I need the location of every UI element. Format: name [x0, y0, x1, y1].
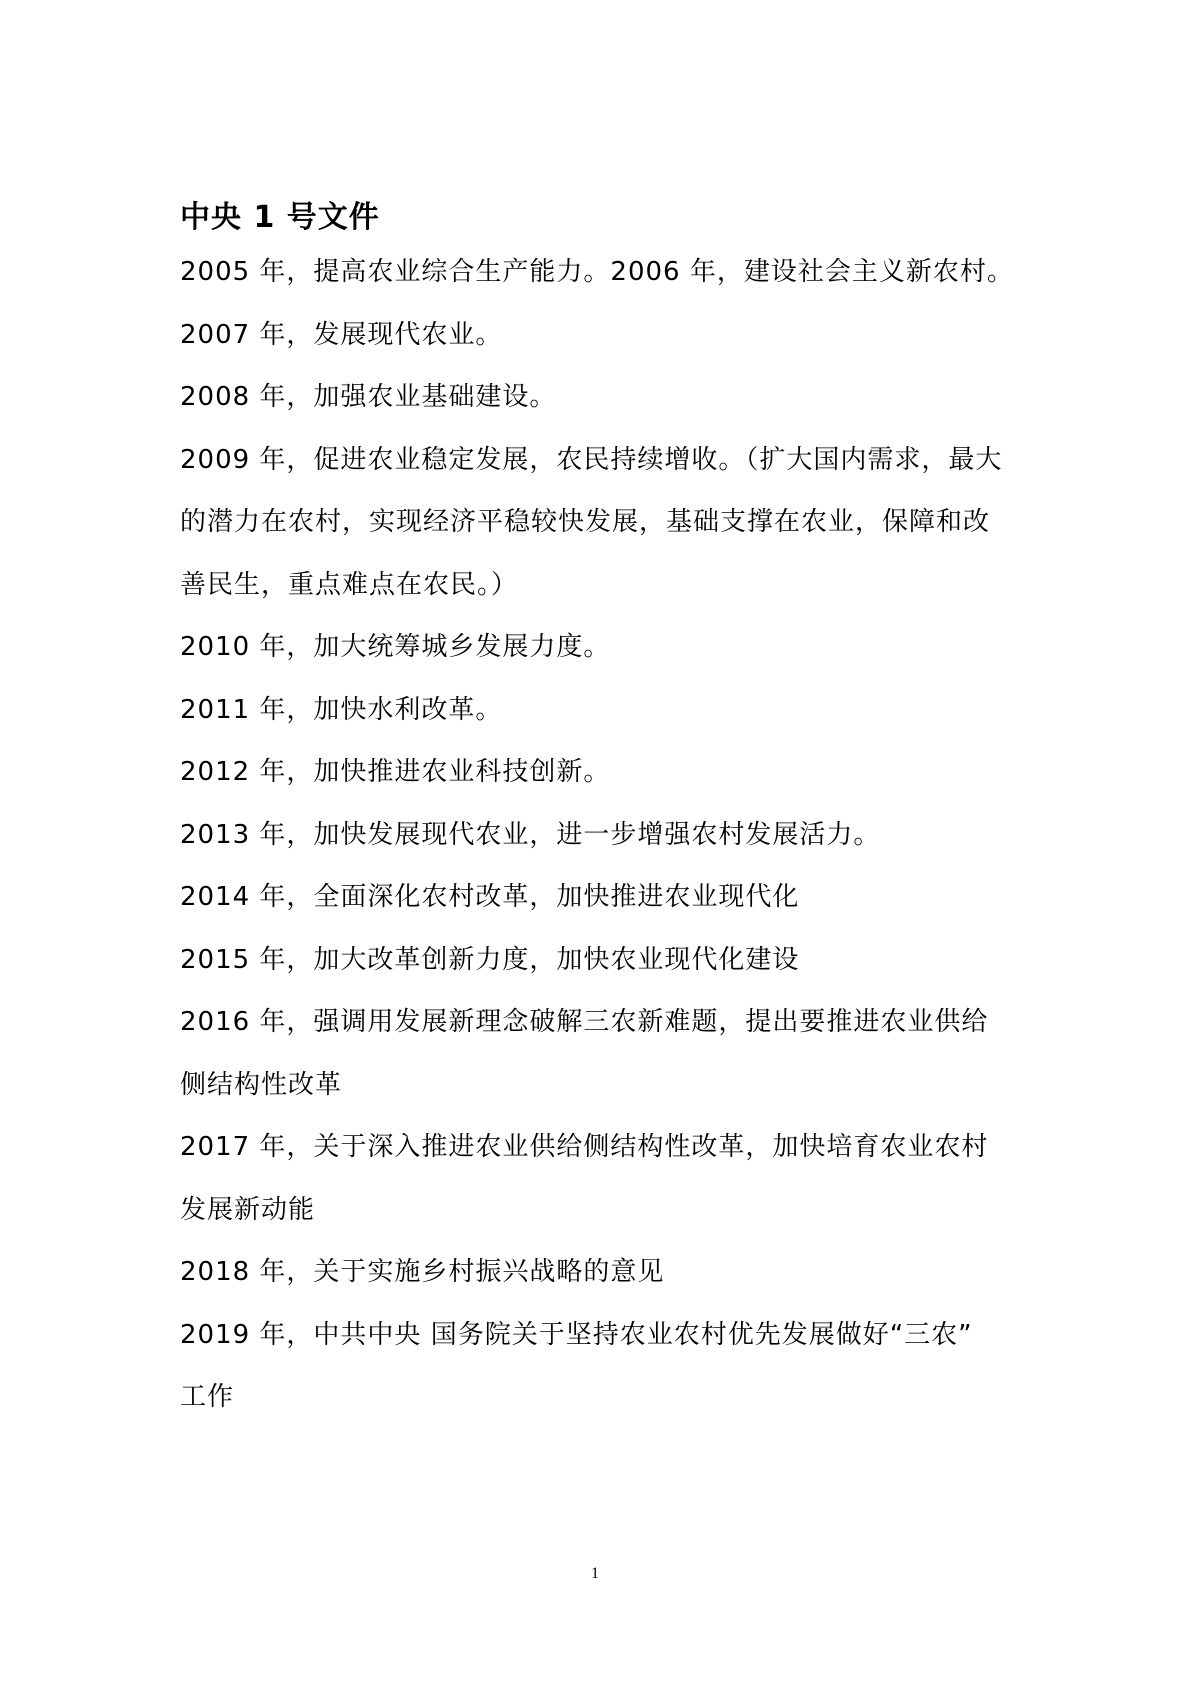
page-title: 中央 1 号文件: [180, 200, 380, 236]
paragraph-2009: [180, 429, 1020, 617]
text-line: 2015 年，加大改革创新力度，加快农业现代化建设: [180, 944, 800, 975]
text-line: 2018 年，关于实施乡村振兴战略的意见: [180, 1257, 665, 1287]
text-line: 善民生，重点难点在农民。）: [180, 569, 519, 600]
paragraph-2018: [180, 1241, 1020, 1304]
paragraph-2007: [180, 304, 1020, 367]
text-line: 2019 年，中共中央 国务院关于坚持农业农村优先发展做好“三农”: [180, 1319, 973, 1350]
text-line: 2008 年，加强农业基础建设。: [180, 382, 557, 412]
text-line: 2013 年，加快发展现代农业，进一步增强农村发展活力。: [180, 819, 881, 850]
paragraph-2012: [180, 741, 1020, 804]
paragraph-2013: [180, 804, 1020, 867]
paragraph-2015: [180, 929, 1020, 992]
text-line: 2011 年，加快水利改革。: [180, 694, 503, 725]
paragraph-2014: [180, 866, 1020, 929]
paragraph-2005-2006: [180, 241, 1020, 304]
text-line: 2007 年，发展现代农业。: [180, 319, 503, 350]
text-line: 的潜力在农村，实现经济平稳较快发展，基础支撑在农业，保障和改: [180, 507, 991, 537]
text-line: 侧结构性改革: [180, 1069, 343, 1100]
document-body: [180, 241, 1020, 1429]
text-line: 工作: [180, 1382, 235, 1412]
text-line: 发展新动能: [180, 1194, 316, 1225]
text-line: 2012 年，加快推进农业科技创新。: [180, 757, 611, 787]
paragraph-2019: [180, 1304, 1020, 1429]
paragraph-2016: [180, 991, 1020, 1116]
paragraph-2011: [180, 679, 1020, 742]
text-line: 2014 年，全面深化农村改革，加快推进农业现代化: [180, 882, 800, 912]
text-line: 2017 年，关于深入推进农业供给侧结构性改革，加快培育农业农村: [180, 1132, 989, 1162]
text-line: 2010 年，加大统筹城乡发展力度。: [180, 632, 611, 662]
text-line: 2005 年，提高农业综合生产能力。2006 年，建设社会主义新农村。: [180, 257, 1014, 287]
paragraph-2017: [180, 1116, 1020, 1241]
paragraph-2008: [180, 366, 1020, 429]
text-line: 2009 年，促进农业稳定发展，农民持续增收。（扩大国内需求，最大: [180, 444, 1003, 475]
page-number: 1: [591, 1565, 599, 1582]
text-line: 2016 年，强调用发展新理念破解三农新难题，提出要推进农业供给: [180, 1007, 989, 1037]
paragraph-2010: [180, 616, 1020, 679]
